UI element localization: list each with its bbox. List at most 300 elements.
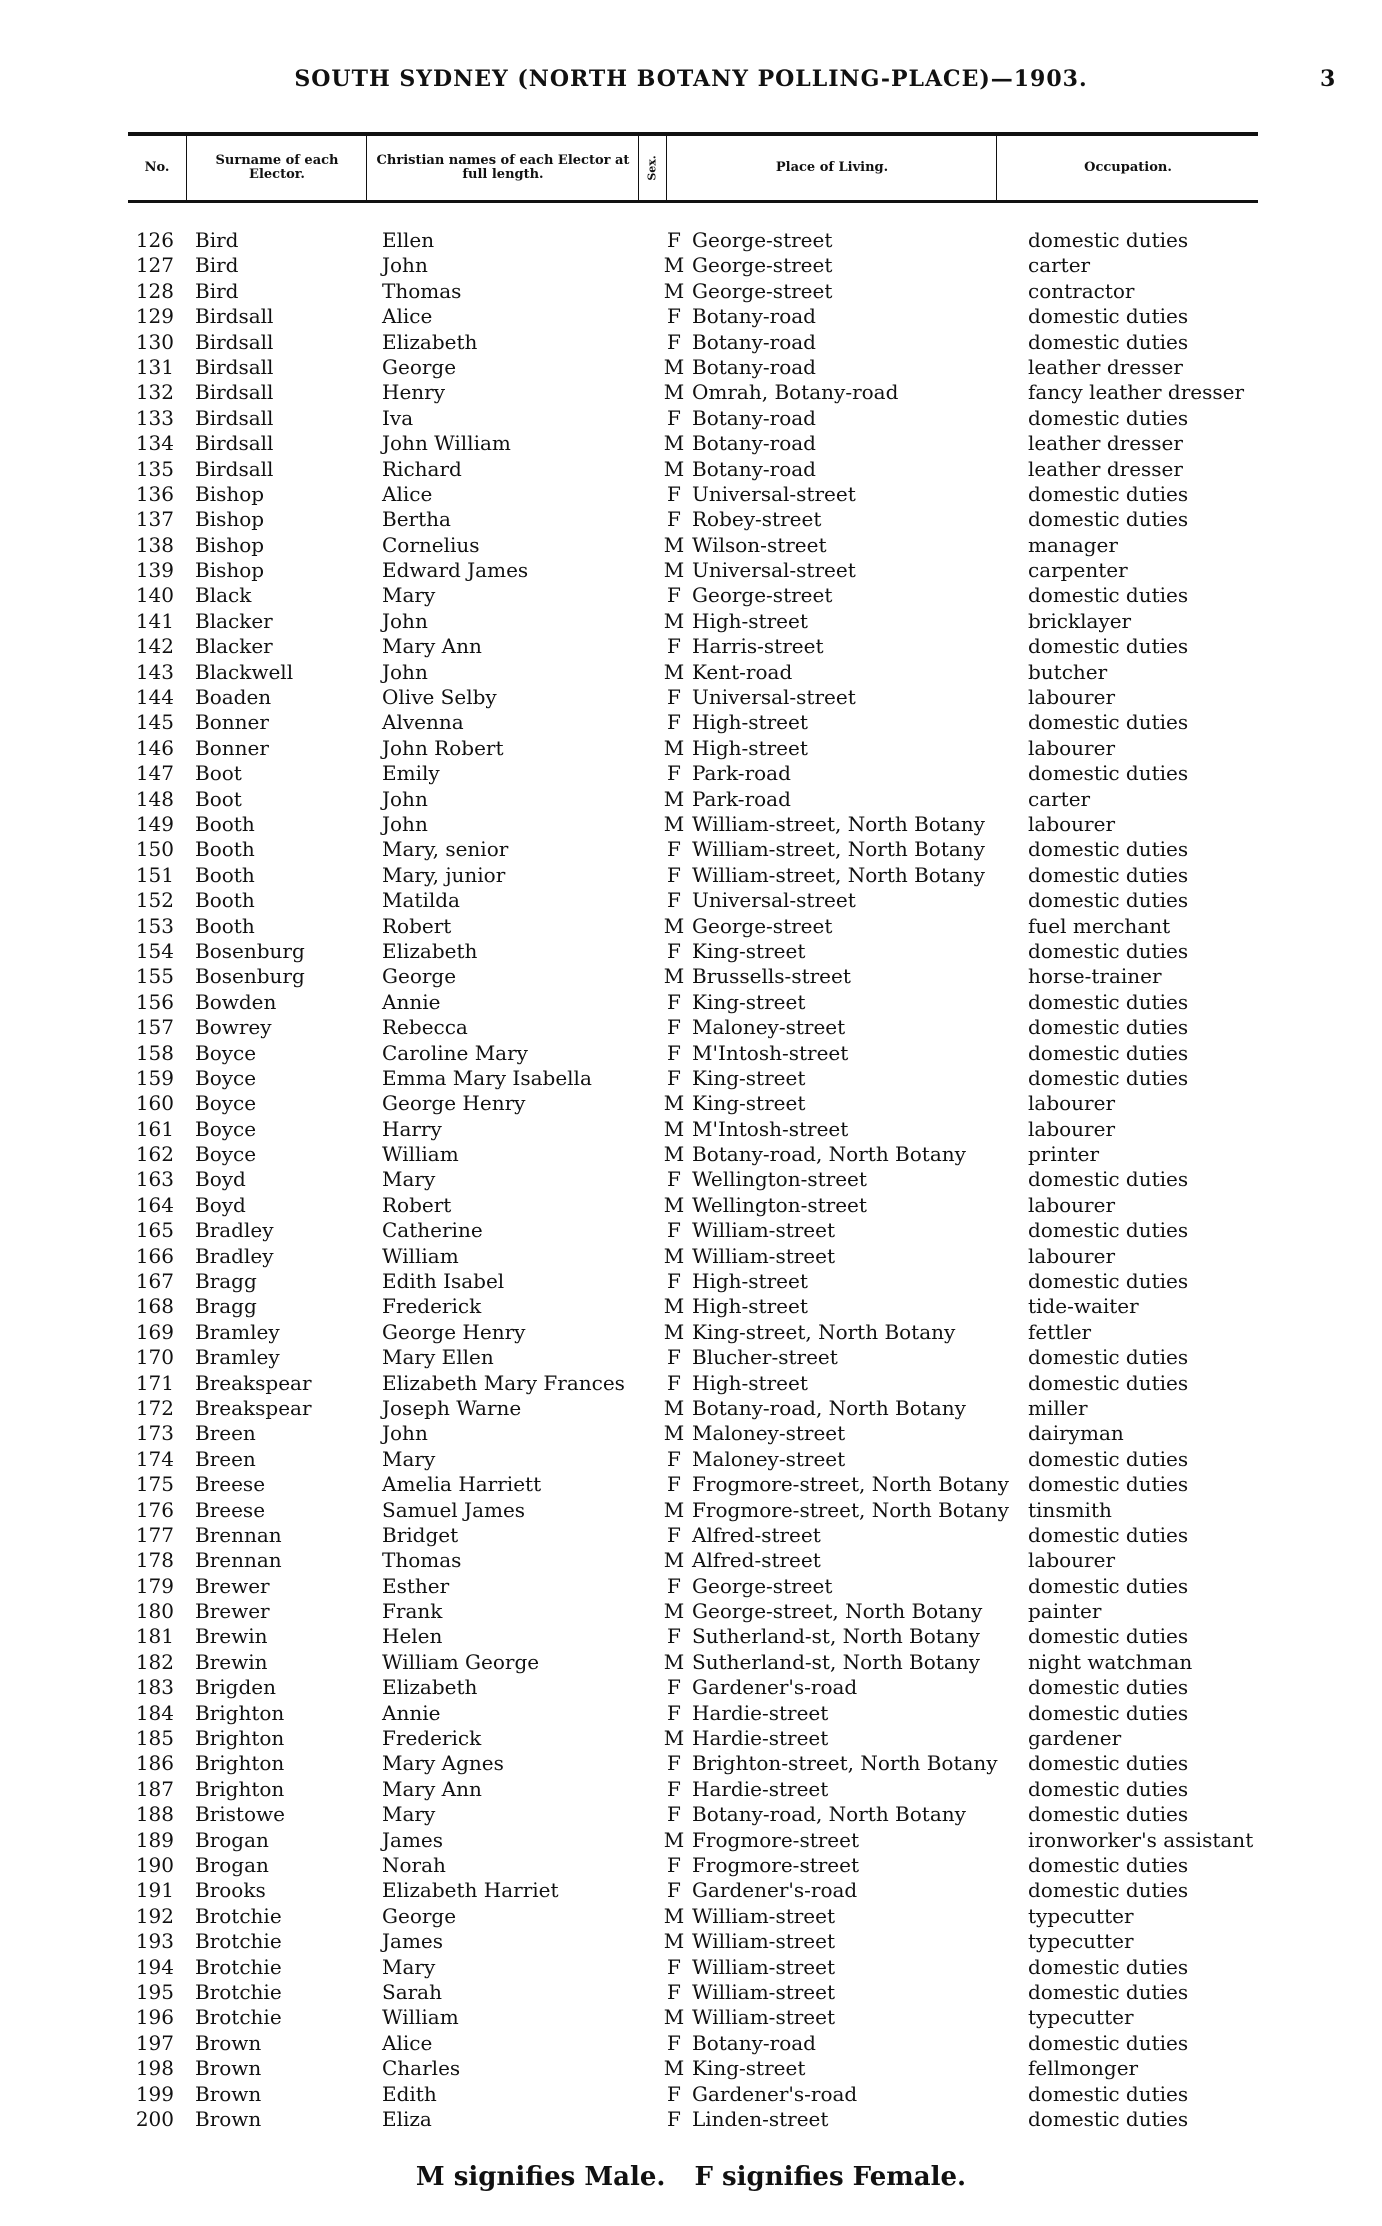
elector-surname: Boyd [195,1192,246,1217]
elector-number: 162 [135,1142,174,1167]
elector-occupation: domestic duties [1028,837,1189,862]
elector-christian-names: George Henry [382,1319,526,1344]
elector-surname: Birdsall [195,456,274,481]
elector-place-of-living: Gardener's-road [692,2081,858,2106]
elector-number: 177 [135,1522,174,1547]
elector-surname: Bishop [195,481,265,506]
elector-number: 168 [135,1294,174,1319]
elector-surname: Birdsall [195,354,274,379]
elector-sex: M [663,964,685,989]
elector-surname: Brigden [195,1675,276,1700]
elector-christian-names: Amelia Harriett [382,1472,542,1497]
elector-christian-names: William George [382,1649,540,1674]
elector-occupation: domestic duties [1028,1802,1189,1827]
elector-place-of-living: High-street [692,1294,808,1319]
elector-sex: F [667,405,681,430]
elector-surname: Breen [195,1421,256,1446]
elector-sex: M [663,1649,685,1674]
elector-place-of-living: Harris-street [692,634,824,659]
elector-christian-names: Frederick [382,1726,482,1751]
elector-occupation: domestic duties [1028,2030,1189,2055]
female-legend: F signifies Female. [694,2162,967,2192]
elector-number: 178 [135,1548,174,1573]
elector-place-of-living: George-street [692,913,833,938]
elector-sex: F [667,761,681,786]
elector-surname: Brennan [195,1548,282,1573]
elector-number: 150 [135,837,174,862]
elector-occupation: gardener [1028,1726,1122,1751]
elector-christian-names: Henry [382,380,446,405]
elector-place-of-living: Botany-road [692,2030,816,2055]
elector-place-of-living: George-street [692,278,833,303]
elector-occupation: leather dresser [1028,431,1183,456]
elector-place-of-living: William-street [692,1929,836,1954]
elector-occupation: domestic duties [1028,405,1189,430]
elector-place-of-living: Brighton-street, North Botany [692,1751,998,1776]
elector-number: 161 [135,1116,174,1141]
elector-place-of-living: Wellington-street [692,1167,867,1192]
elector-place-of-living: Sutherland-st, North Botany [692,1624,980,1649]
elector-surname: Breakspear [195,1395,312,1420]
table-row [0,1472,1382,1497]
elector-occupation: domestic duties [1028,1167,1189,1192]
elector-sex: F [667,1446,681,1471]
elector-sex: M [663,1091,685,1116]
elector-surname: Brighton [195,1776,285,1801]
col-header-no: No. [144,160,170,175]
table-row [0,914,1382,939]
table-row [0,1142,1382,1167]
elector-sex: F [667,862,681,887]
elector-surname: Bowden [195,989,277,1014]
elector-number: 174 [135,1446,174,1471]
table-row [0,558,1382,583]
table-row [0,2056,1382,2081]
table-row [0,634,1382,659]
elector-occupation: domestic duties [1028,304,1189,329]
elector-sex: M [663,253,685,278]
table-row [0,253,1382,278]
elector-surname: Brotchie [195,1979,282,2004]
elector-sex: F [667,1345,681,1370]
elector-surname: Bishop [195,507,265,532]
col-header-sex [638,136,667,200]
elector-occupation: domestic duties [1028,938,1189,963]
elector-occupation: domestic duties [1028,862,1189,887]
elector-number: 185 [135,1726,174,1751]
elector-place-of-living: Gardener's-road [692,1878,858,1903]
elector-surname: Bonner [195,735,269,760]
elector-surname: Birdsall [195,405,274,430]
table-row [0,1193,1382,1218]
elector-place-of-living: High-street [692,608,808,633]
elector-number: 128 [135,278,174,303]
table-row [0,533,1382,558]
elector-occupation: labourer [1028,1243,1116,1268]
elector-place-of-living: King-street [692,2056,806,2081]
elector-christian-names: George [382,354,457,379]
table-row [0,1624,1382,1649]
elector-place-of-living: King-street [692,1065,806,1090]
elector-sex: M [663,558,685,583]
elector-christian-names: Elizabeth Harriet [382,1878,559,1903]
elector-number: 197 [135,2030,174,2055]
elector-number: 144 [135,685,174,710]
elector-christian-names: Caroline Mary [382,1040,528,1065]
elector-occupation: tide-waiter [1028,1294,1139,1319]
elector-christian-names: Bridget [382,1522,459,1547]
elector-occupation: typecutter [1028,1929,1134,1954]
elector-place-of-living: William-street [692,2005,836,2030]
table-row [0,1091,1382,1116]
elector-christian-names: Ellen [382,228,435,252]
elector-number: 181 [135,1624,174,1649]
elector-occupation: domestic duties [1028,2081,1189,2106]
elector-sex: F [667,583,681,608]
table-row [0,1599,1382,1624]
elector-occupation: bricklayer [1028,608,1132,633]
elector-surname: Boot [195,786,242,811]
elector-surname: Boyd [195,1167,246,1192]
table-row [0,1117,1382,1142]
table-row [0,1904,1382,1929]
elector-occupation: domestic duties [1028,989,1189,1014]
table-row [0,2107,1382,2132]
elector-sex: F [667,1472,681,1497]
column-header-row [128,132,1258,203]
elector-number: 156 [135,989,174,1014]
elector-place-of-living: Blucher-street [692,1345,838,1370]
col-header-sex-label: Sex. [646,155,659,181]
elector-occupation: domestic duties [1028,228,1189,252]
elector-occupation: domestic duties [1028,481,1189,506]
elector-surname: Bonner [195,710,269,735]
table-row [0,228,1382,253]
elector-place-of-living: Botany-road [692,304,816,329]
elector-christian-names: Bertha [382,507,451,532]
elector-occupation: domestic duties [1028,1954,1189,1979]
page-title: SOUTH SYDNEY (NORTH BOTANY POLLING-PLACE)—1903. [294,66,1088,92]
elector-surname: Bishop [195,532,265,557]
elector-number: 153 [135,913,174,938]
table-row [0,2082,1382,2107]
elector-number: 189 [135,1827,174,1852]
elector-christian-names: Mary Ellen [382,1345,494,1370]
elector-occupation: domestic duties [1028,1472,1189,1497]
elector-christian-names: George Henry [382,1091,526,1116]
elector-christian-names: Emma Mary Isabella [382,1065,592,1090]
elector-christian-names: Mary, junior [382,862,506,887]
elector-place-of-living: Frogmore-street, North Botany [692,1472,1009,1497]
elector-place-of-living: King-street [692,989,806,1014]
elector-christian-names: Alice [382,481,433,506]
elector-christian-names: Thomas [382,278,462,303]
elector-christian-names: Robert [382,1192,452,1217]
elector-number: 183 [135,1675,174,1700]
elector-occupation: domestic duties [1028,1269,1189,1294]
elector-occupation: labourer [1028,1091,1116,1116]
elector-sex: F [667,938,681,963]
elector-number: 164 [135,1192,174,1217]
elector-occupation: domestic duties [1028,1878,1189,1903]
elector-christian-names: Helen [382,1624,443,1649]
elector-sex: M [663,2056,685,2081]
elector-sex: M [663,1142,685,1167]
elector-number: 157 [135,1015,174,1040]
table-row [0,1650,1382,1675]
elector-christian-names: John [382,786,428,811]
elector-place-of-living: Maloney-street [692,1446,846,1471]
table-row [0,1574,1382,1599]
elector-place-of-living: Frogmore-street [692,1827,860,1852]
table-row [0,355,1382,380]
elector-surname: Brogan [195,1827,269,1852]
elector-christian-names: John [382,659,428,684]
table-row [0,710,1382,735]
table-row [0,1828,1382,1853]
elector-christian-names: Thomas [382,1548,462,1573]
elector-place-of-living: Universal-street [692,481,856,506]
elector-occupation: domestic duties [1028,634,1189,659]
elector-surname: Booth [195,888,255,913]
elector-occupation: painter [1028,1599,1102,1624]
elector-sex: F [667,1776,681,1801]
elector-surname: Blacker [195,634,273,659]
elector-place-of-living: Botany-road, North Botany [692,1142,966,1167]
elector-surname: Boyce [195,1065,257,1090]
elector-surname: Boaden [195,685,272,710]
elector-sex: F [667,1878,681,1903]
table-row [0,1751,1382,1776]
elector-christian-names: Edith [382,2081,437,2106]
table-row [0,888,1382,913]
table-row [0,1269,1382,1294]
elector-sex: F [667,1853,681,1877]
table-row [0,330,1382,355]
table-row [0,736,1382,761]
table-row [0,1396,1382,1421]
elector-christian-names: Mary Ann [382,634,482,659]
elector-number: 193 [135,1929,174,1954]
elector-occupation: domestic duties [1028,1573,1189,1598]
elector-place-of-living: Alfred-street [692,1522,821,1547]
elector-number: 132 [135,380,174,405]
elector-sex: F [667,1218,681,1243]
elector-christian-names: Alice [382,2030,433,2055]
elector-place-of-living: Botany-road [692,354,816,379]
elector-christian-names: Sarah [382,1979,442,2004]
elector-number: 187 [135,1776,174,1801]
elector-occupation: domestic duties [1028,1979,1189,2004]
elector-occupation: domestic duties [1028,1522,1189,1547]
elector-christian-names: Emily [382,761,440,786]
elector-christian-names: Mary, senior [382,837,509,862]
elector-number: 148 [135,786,174,811]
elector-place-of-living: Maloney-street [692,1421,846,1446]
elector-surname: Brotchie [195,1903,282,1928]
elector-surname: Brown [195,2056,262,2081]
table-row [0,1498,1382,1523]
elector-surname: Bird [195,253,239,278]
elector-place-of-living: Brussells-street [692,964,851,989]
table-row [0,279,1382,304]
elector-sex: M [663,1726,685,1751]
elector-occupation: labourer [1028,1548,1116,1573]
elector-place-of-living: Robey-street [692,507,822,532]
elector-surname: Bragg [195,1294,257,1319]
elector-place-of-living: Botany-road, North Botany [692,1395,966,1420]
elector-surname: Brown [195,2030,262,2055]
elector-surname: Brown [195,2081,262,2106]
table-row [0,1041,1382,1066]
table-row [0,482,1382,507]
table-row [0,1066,1382,1091]
elector-surname: Brewin [195,1624,268,1649]
elector-christian-names: Edward James [382,558,529,583]
elector-place-of-living: Alfred-street [692,1548,821,1573]
elector-occupation: domestic duties [1028,1624,1189,1649]
elector-christian-names: Robert [382,913,452,938]
table-row [0,1802,1382,1827]
elector-christian-names: Mary Ann [382,1776,482,1801]
elector-occupation: domestic duties [1028,329,1189,354]
elector-sex: M [663,786,685,811]
elector-place-of-living: Wilson-street [692,532,827,557]
elector-sex: F [667,1167,681,1192]
elector-number: 159 [135,1065,174,1090]
elector-sex: F [667,1751,681,1776]
elector-occupation: domestic duties [1028,1040,1189,1065]
elector-place-of-living: Maloney-street [692,1015,846,1040]
elector-number: 136 [135,481,174,506]
elector-sex: F [667,634,681,659]
elector-christian-names: Joseph Warne [382,1395,522,1420]
col-header-occupation: Occupation. [996,136,1259,200]
elector-christian-names: Iva [382,405,414,430]
elector-christian-names: William [382,2005,459,2030]
elector-number: 196 [135,2005,174,2030]
elector-sex: M [663,456,685,481]
table-row [0,507,1382,532]
elector-number: 137 [135,507,174,532]
elector-sex: F [667,1065,681,1090]
elector-christian-names: William [382,1243,459,1268]
elector-christian-names: Alvenna [382,710,464,735]
elector-place-of-living: Omrah, Botany-road [692,380,899,405]
elector-surname: Breen [195,1446,256,1471]
elector-sex: F [667,685,681,710]
elector-place-of-living: Hardie-street [692,1700,829,1725]
table-row [0,660,1382,685]
elector-occupation: dairyman [1028,1421,1124,1446]
elector-number: 151 [135,862,174,887]
elector-place-of-living: William-street [692,1243,836,1268]
table-row [0,1980,1382,2005]
elector-place-of-living: Frogmore-street, North Botany [692,1497,1009,1522]
elector-number: 127 [135,253,174,278]
elector-surname: Booth [195,837,255,862]
elector-place-of-living: William-street, North Botany [692,811,985,836]
elector-number: 199 [135,2081,174,2106]
table-row [0,1345,1382,1370]
elector-surname: Brotchie [195,1954,282,1979]
elector-occupation: fellmonger [1028,2056,1139,2081]
elector-sex: F [667,1269,681,1294]
table-row [0,1320,1382,1345]
elector-occupation: domestic duties [1028,1700,1189,1725]
elector-occupation: typecutter [1028,1903,1134,1928]
table-row [0,1548,1382,1573]
elector-place-of-living: Botany-road [692,329,816,354]
elector-place-of-living: Botany-road [692,405,816,430]
elector-occupation: domestic duties [1028,583,1189,608]
elector-place-of-living: Wellington-street [692,1192,867,1217]
elector-surname: Bird [195,278,239,303]
elector-number: 179 [135,1573,174,1598]
table-row [0,761,1382,786]
elector-surname: Bramley [195,1319,280,1344]
elector-sex: F [667,989,681,1014]
elector-occupation: domestic duties [1028,1751,1189,1776]
table-row [0,1701,1382,1726]
elector-surname: Blacker [195,608,273,633]
elector-sex: F [667,837,681,862]
elector-number: 154 [135,938,174,963]
elector-christian-names: Mary [382,1446,436,1471]
elector-number: 200 [135,2106,174,2131]
elector-surname: Bramley [195,1345,280,1370]
elector-sex: M [663,1243,685,1268]
table-row [0,1853,1382,1878]
elector-number: 194 [135,1954,174,1979]
table-row [0,685,1382,710]
elector-christian-names: Elizabeth Mary Frances [382,1370,625,1395]
elector-christian-names: Mary [382,1954,436,1979]
elector-occupation: domestic duties [1028,888,1189,913]
elector-number: 175 [135,1472,174,1497]
elector-sex: F [667,2106,681,2131]
elector-occupation: domestic duties [1028,1218,1189,1243]
elector-occupation: fettler [1028,1319,1092,1344]
elector-number: 173 [135,1421,174,1446]
elector-christian-names: Matilda [382,888,460,913]
elector-occupation: horse-trainer [1028,964,1162,989]
elector-number: 176 [135,1497,174,1522]
elector-sex: M [663,278,685,303]
elector-surname: Brogan [195,1853,269,1877]
elector-surname: Booth [195,862,255,887]
elector-place-of-living: William-street [692,1979,836,2004]
table-row [0,1523,1382,1548]
elector-occupation: domestic duties [1028,1015,1189,1040]
elector-place-of-living: High-street [692,1370,808,1395]
elector-occupation: domestic duties [1028,507,1189,532]
elector-sex: M [663,380,685,405]
elector-christian-names: James [382,1929,444,1954]
elector-christian-names: Frederick [382,1294,482,1319]
col-header-christian: Christian names of each Elector at full length. [366,136,639,200]
elector-surname: Birdsall [195,304,274,329]
elector-occupation: leather dresser [1028,456,1183,481]
elector-surname: Bosenburg [195,938,305,963]
elector-sex: M [663,1395,685,1420]
elector-sex: F [667,1954,681,1979]
table-row [0,837,1382,862]
col-header-place: Place of Living. [666,136,997,200]
elector-sex: M [663,913,685,938]
elector-number: 165 [135,1218,174,1243]
elector-surname: Birdsall [195,329,274,354]
